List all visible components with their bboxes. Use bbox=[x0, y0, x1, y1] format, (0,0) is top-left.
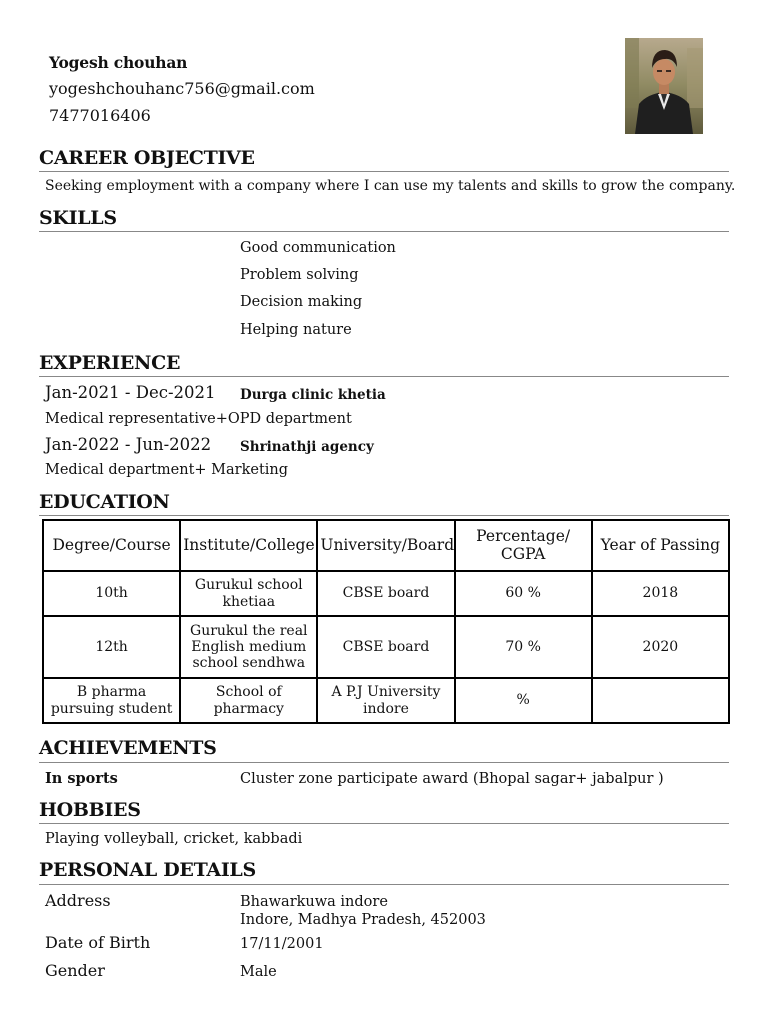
education-cell: 60 % bbox=[456, 572, 591, 615]
skill-item: Decision making bbox=[240, 294, 363, 310]
education-cell: Gurukul the real English medium school sendhwa bbox=[181, 617, 316, 677]
education-cell: School of pharmacy bbox=[181, 679, 316, 722]
gender-label: Gender bbox=[45, 961, 105, 980]
experience-role: Medical department+ Marketing bbox=[45, 462, 289, 478]
education-cell: 12th bbox=[44, 617, 179, 677]
section-divider bbox=[39, 171, 729, 172]
education-header-cell: Institute/College bbox=[181, 521, 316, 570]
experience-company: Durga clinic khetia bbox=[240, 387, 386, 403]
section-title-skills: SKILLS bbox=[39, 207, 117, 229]
section-title-experience: EXPERIENCE bbox=[39, 352, 181, 374]
skill-item: Problem solving bbox=[240, 267, 359, 283]
education-cell: CBSE board bbox=[318, 572, 453, 615]
education-table bbox=[42, 519, 730, 724]
education-cell bbox=[593, 679, 728, 722]
section-divider bbox=[39, 231, 729, 232]
dob-label: Date of Birth bbox=[45, 933, 151, 952]
experience-role: Medical representative+OPD department bbox=[45, 411, 352, 427]
achievement-text: Cluster zone participate award (Bhopal sagar+ jabalpur ) bbox=[240, 771, 664, 787]
section-title-education: EDUCATION bbox=[39, 491, 170, 513]
section-divider bbox=[39, 823, 729, 824]
education-row bbox=[44, 679, 728, 722]
education-header-cell: Year of Passing bbox=[593, 521, 728, 570]
section-title-personal-details: PERSONAL DETAILS bbox=[39, 859, 256, 881]
education-cell: A P.J University indore bbox=[318, 679, 453, 722]
hobbies-text: Playing volleyball, cricket, kabbadi bbox=[45, 831, 303, 847]
candidate-name: Yogesh chouhan bbox=[49, 53, 188, 72]
education-header-cell: Degree/Course bbox=[44, 521, 179, 570]
phone-number: 7477016406 bbox=[49, 106, 151, 125]
section-title-achievements: ACHIEVEMENTS bbox=[39, 737, 217, 759]
education-row bbox=[44, 572, 728, 615]
address-label: Address bbox=[45, 891, 111, 910]
education-cell: 70 % bbox=[456, 617, 591, 677]
education-cell: CBSE board bbox=[318, 617, 453, 677]
education-header-cell: University/Board bbox=[318, 521, 453, 570]
gender-value: Male bbox=[240, 964, 277, 980]
experience-dates: Jan-2022 - Jun-2022 bbox=[45, 435, 212, 454]
address-line-1: Bhawarkuwa indore bbox=[240, 894, 388, 910]
education-header-row bbox=[44, 521, 728, 570]
section-title-career-objective: CAREER OBJECTIVE bbox=[39, 147, 255, 169]
education-cell: B pharma pursuing student bbox=[44, 679, 179, 722]
section-divider bbox=[39, 515, 729, 516]
experience-dates: Jan-2021 - Dec-2021 bbox=[45, 383, 216, 402]
experience-company: Shrinathji agency bbox=[240, 439, 374, 455]
career-objective-text: Seeking employment with a company where I can use my talents and skills to grow the company. bbox=[45, 178, 736, 194]
skill-item: Helping nature bbox=[240, 322, 352, 338]
education-cell: Gurukul school khetiaa bbox=[181, 572, 316, 615]
section-divider bbox=[39, 884, 729, 885]
address-line-2: Indore, Madhya Pradesh, 452003 bbox=[240, 912, 486, 928]
education-row bbox=[44, 617, 728, 677]
achievement-label: In sports bbox=[45, 770, 118, 787]
profile-photo bbox=[625, 38, 703, 134]
education-cell: 10th bbox=[44, 572, 179, 615]
education-header-cell: Percentage/ CGPA bbox=[456, 521, 591, 570]
education-cell: 2018 bbox=[593, 572, 728, 615]
email-address: yogeshchouhanc756@gmail.com bbox=[49, 79, 315, 98]
section-divider bbox=[39, 376, 729, 377]
section-title-hobbies: HOBBIES bbox=[39, 799, 141, 821]
skill-item: Good communication bbox=[240, 240, 396, 256]
education-cell: % bbox=[456, 679, 591, 722]
dob-value: 17/11/2001 bbox=[240, 936, 324, 952]
education-cell: 2020 bbox=[593, 617, 728, 677]
section-divider bbox=[39, 762, 729, 763]
